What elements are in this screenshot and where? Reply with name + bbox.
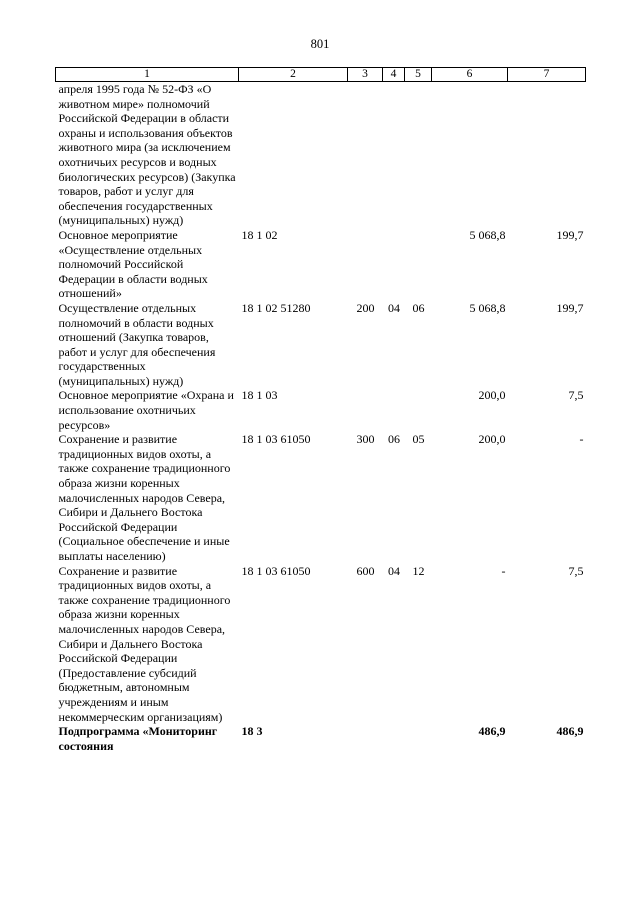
row-pr-cell: 05 — [412, 432, 425, 447]
row-name-cell: Сохранение и развитие традиционных видов охоты, а также сохранение традиционного образа жизни коренных малочисленных народов Севера, Сибири и Дальнего Востока Российской Федерации (Предоставление субсидий бюджетным, автономным учреждениям и иным некоммерческим организациям) — [58, 563, 231, 724]
row-name-cell: Основное мероприятие «Охрана и использование охотничьих ресурсов» — [58, 388, 234, 432]
table-row — [56, 301, 586, 389]
column-header: 2 — [239, 68, 348, 82]
row-vr-cell — [348, 228, 383, 301]
row-sum1-cell: 200,0 — [478, 432, 506, 447]
row-sum1-cell: 5 068,8 — [469, 227, 506, 242]
table-row — [56, 432, 586, 563]
row-sum2-cell — [508, 82, 586, 228]
row-pr-cell — [405, 388, 432, 432]
row-pr-cell: 06 — [412, 300, 425, 315]
budget-table — [55, 67, 586, 753]
row-vr-cell: 200 — [356, 300, 375, 315]
column-header: 4 — [383, 68, 405, 82]
row-rz-cell — [383, 724, 405, 753]
row-code-cell: 18 1 02 — [241, 227, 278, 242]
page-number: 801 — [310, 37, 330, 51]
row-code-cell: 18 3 — [241, 724, 263, 739]
row-name-cell: Сохранение и развитие традиционных видов охоты, а также сохранение традиционного образа жизни коренных малочисленных народов Севера, Сибири и Дальнего Востока Российской Федерации (Социальное обеспечение и иные выплаты населению) — [58, 432, 231, 563]
row-pr-cell: 12 — [412, 563, 425, 578]
row-sum2-cell: 7,5 — [568, 563, 584, 578]
row-pr-cell — [405, 724, 432, 753]
row-sum1-cell: 200,0 — [478, 388, 506, 403]
table-row-subprogram — [56, 724, 586, 753]
table-row — [56, 564, 586, 725]
row-vr-cell — [348, 388, 383, 432]
row-pr-cell — [405, 228, 432, 301]
row-code-cell: 18 1 02 51280 — [241, 300, 311, 315]
column-header: 7 — [508, 68, 586, 82]
row-sum2-cell: 486,9 — [556, 724, 584, 739]
table-row — [56, 388, 586, 432]
column-header: 6 — [432, 68, 508, 82]
row-sum2-cell: - — [579, 432, 584, 447]
row-sum1-cell: - — [501, 563, 506, 578]
row-rz-cell — [383, 228, 405, 301]
row-name-cell: Осуществление отдельных полномочий в области водных отношений (Закупка товаров, работ и услуг для обеспечения государственных (муниципальных) нужд) — [58, 300, 216, 388]
row-name-cell: апреля 1995 года № 52-ФЗ «О животном мире» полномочий Российской Федерации в области охраны и использования объектов животного мира (за исключением охотничьих ресурсов и водных биологических ресурсов) (Закупка товаров, работ и услуг для обеспечения государственных (муниципальных) нужд) — [58, 82, 236, 228]
row-code-cell: 18 1 03 — [241, 388, 278, 403]
column-header: 3 — [348, 68, 383, 82]
row-vr-cell: 300 — [356, 432, 375, 447]
row-pr-cell — [405, 82, 432, 228]
row-sum1-cell — [432, 82, 508, 228]
table-row — [56, 228, 586, 301]
row-sum2-cell: 7,5 — [568, 388, 584, 403]
row-rz-cell — [383, 82, 405, 228]
column-header: 5 — [405, 68, 432, 82]
row-vr-cell — [348, 724, 383, 753]
row-vr-cell: 600 — [356, 563, 375, 578]
row-name-cell: Основное мероприятие «Осуществление отдельных полномочий Российской Федерации в области водных отношений» — [58, 227, 208, 301]
row-sum2-cell: 199,7 — [556, 227, 584, 242]
row-sum1-cell: 5 068,8 — [469, 300, 506, 315]
row-sum2-cell: 199,7 — [556, 300, 584, 315]
row-sum1-cell: 486,9 — [478, 724, 506, 739]
row-code-cell — [239, 82, 348, 228]
row-code-cell: 18 1 03 61050 — [241, 432, 311, 447]
row-name-cell: Подпрограмма «Мониторинг состояния — [58, 724, 218, 753]
column-header: 1 — [56, 68, 239, 82]
row-rz-cell: 04 — [388, 300, 400, 315]
row-vr-cell — [348, 82, 383, 228]
row-code-cell: 18 1 03 61050 — [241, 563, 311, 578]
table-row — [56, 82, 586, 228]
row-rz-cell — [383, 388, 405, 432]
row-rz-cell: 06 — [388, 432, 400, 447]
table-header-row — [56, 68, 586, 82]
row-rz-cell: 04 — [388, 563, 400, 578]
